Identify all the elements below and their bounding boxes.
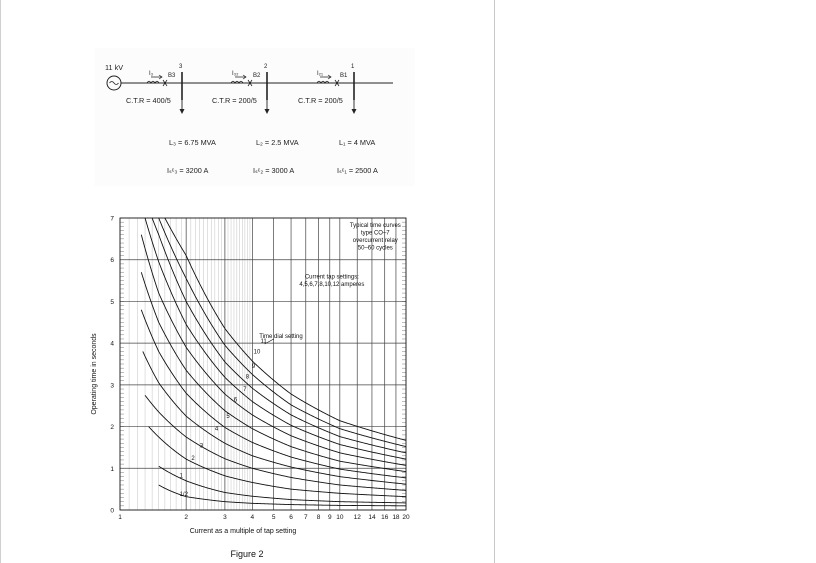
curve-label-4: 4: [214, 426, 219, 433]
y-tick-label: 5: [110, 298, 114, 306]
ct-ratio-2: C.T.R = 200/5: [212, 96, 257, 105]
plot-frame: [120, 218, 406, 510]
time-current-chart: [86, 210, 416, 540]
chart-annotation: overcurrent relay: [352, 238, 398, 245]
x-tick-label: 4: [250, 514, 255, 521]
curve-label-9: 9: [251, 364, 256, 371]
bus-2-number: 2: [264, 64, 268, 70]
x-tick-label: 3: [223, 514, 227, 521]
curve-label-3: 3: [199, 443, 204, 450]
x-tick-label: 7: [303, 514, 308, 521]
x-tick-label: 16: [381, 514, 389, 521]
page-edge: [0, 0, 1, 563]
chart-annotation: 4,5,6,7,8,10,12 amperes: [299, 281, 365, 288]
breaker-b1-label: B1: [340, 73, 348, 79]
y-tick-label: 4: [110, 340, 114, 348]
figure-caption: Figure 2: [230, 549, 264, 559]
ct-ratio-3: C.T.R = 400/5: [126, 96, 171, 105]
curve-label-6: 6: [233, 397, 238, 404]
x-tick-label: 18: [392, 514, 400, 521]
y-tick-label: 6: [110, 257, 114, 265]
chart-svg: [86, 210, 416, 540]
curve-label-7: 7: [243, 387, 247, 394]
curve-label-11: 11: [260, 339, 267, 346]
curve-label-2: 2: [191, 455, 195, 462]
chart-annotation: Typical time curves: [349, 223, 401, 230]
current-label-3: I₃: [149, 71, 154, 77]
x-tick-label: 20: [402, 514, 410, 521]
chart-annotation: 50–60 cycles: [357, 245, 393, 252]
x-axis-label: Current as a multiple of tap setting: [189, 528, 297, 535]
curve-label-8: 8: [245, 374, 250, 381]
bus-1-number: 1: [351, 64, 355, 70]
chart-annotation: Current tap settings:: [304, 274, 359, 281]
curve-label-5: 5: [226, 414, 230, 421]
current-label-1: I₂₁: [317, 71, 324, 77]
load-arrow-2-icon: [265, 109, 270, 114]
load-2-label: L₂ = 2.5 MVA: [256, 138, 299, 147]
x-tick-label: 1: [118, 514, 122, 521]
y-tick-label: 3: [110, 382, 114, 390]
curve-label-10: 10: [253, 349, 261, 356]
empty-right-area: [495, 0, 816, 563]
isc-1-label: Iₛᶜ₁ = 2500 A: [337, 166, 378, 175]
curve-time-dial-10: [159, 218, 406, 450]
breaker-b2-label: B2: [253, 73, 261, 79]
x-tick-label: 2: [184, 514, 188, 521]
chart-annotation: Time dial setting: [259, 334, 303, 341]
curve-time-dial-4: [143, 351, 406, 484]
x-tick-label: 6: [289, 514, 293, 521]
curve-time-dial-1: [159, 466, 406, 503]
y-axis-label: Operating time in seconds: [91, 333, 98, 415]
ct-ratio-1: C.T.R = 200/5: [298, 96, 343, 105]
x-tick-label: 10: [336, 514, 344, 521]
isc-3-label: Iₛᶜ₃ = 3200 A: [167, 166, 209, 175]
x-tick-label: 14: [368, 514, 376, 521]
x-tick-label: 9: [327, 514, 332, 521]
breaker-b3-label: B3: [168, 73, 176, 79]
voltage-label: 11 kV: [105, 63, 124, 72]
y-tick-label: 1: [110, 465, 114, 473]
x-tick-label: 5: [271, 514, 276, 521]
single-line-diagram: [95, 48, 415, 186]
chart-annotation: type CO–7: [360, 230, 390, 237]
curve-label-1: 1: [179, 473, 183, 480]
generator-wave-icon: [110, 82, 119, 85]
current-label-2: I₃₂: [232, 71, 239, 77]
curve-label-1-2: 1/2: [179, 492, 188, 499]
y-tick-label: 7: [110, 215, 114, 223]
load-1-label: L₁ = 4 MVA: [339, 138, 376, 147]
y-tick-label: 2: [110, 424, 114, 432]
curve-time-dial-3: [145, 395, 406, 490]
y-tick-label: 0: [110, 507, 114, 515]
load-3-label: L₃ = 6.75 MVA: [169, 138, 216, 147]
x-tick-label: 8: [316, 514, 321, 521]
isc-2-label: Iₛᶜ₂ = 3000 A: [253, 166, 295, 175]
diagram-svg: [95, 48, 415, 186]
bus-3-number: 3: [179, 64, 183, 70]
load-arrow-3-icon: [180, 109, 185, 114]
load-arrow-1-icon: [352, 109, 357, 114]
x-tick-label: 12: [353, 514, 361, 521]
